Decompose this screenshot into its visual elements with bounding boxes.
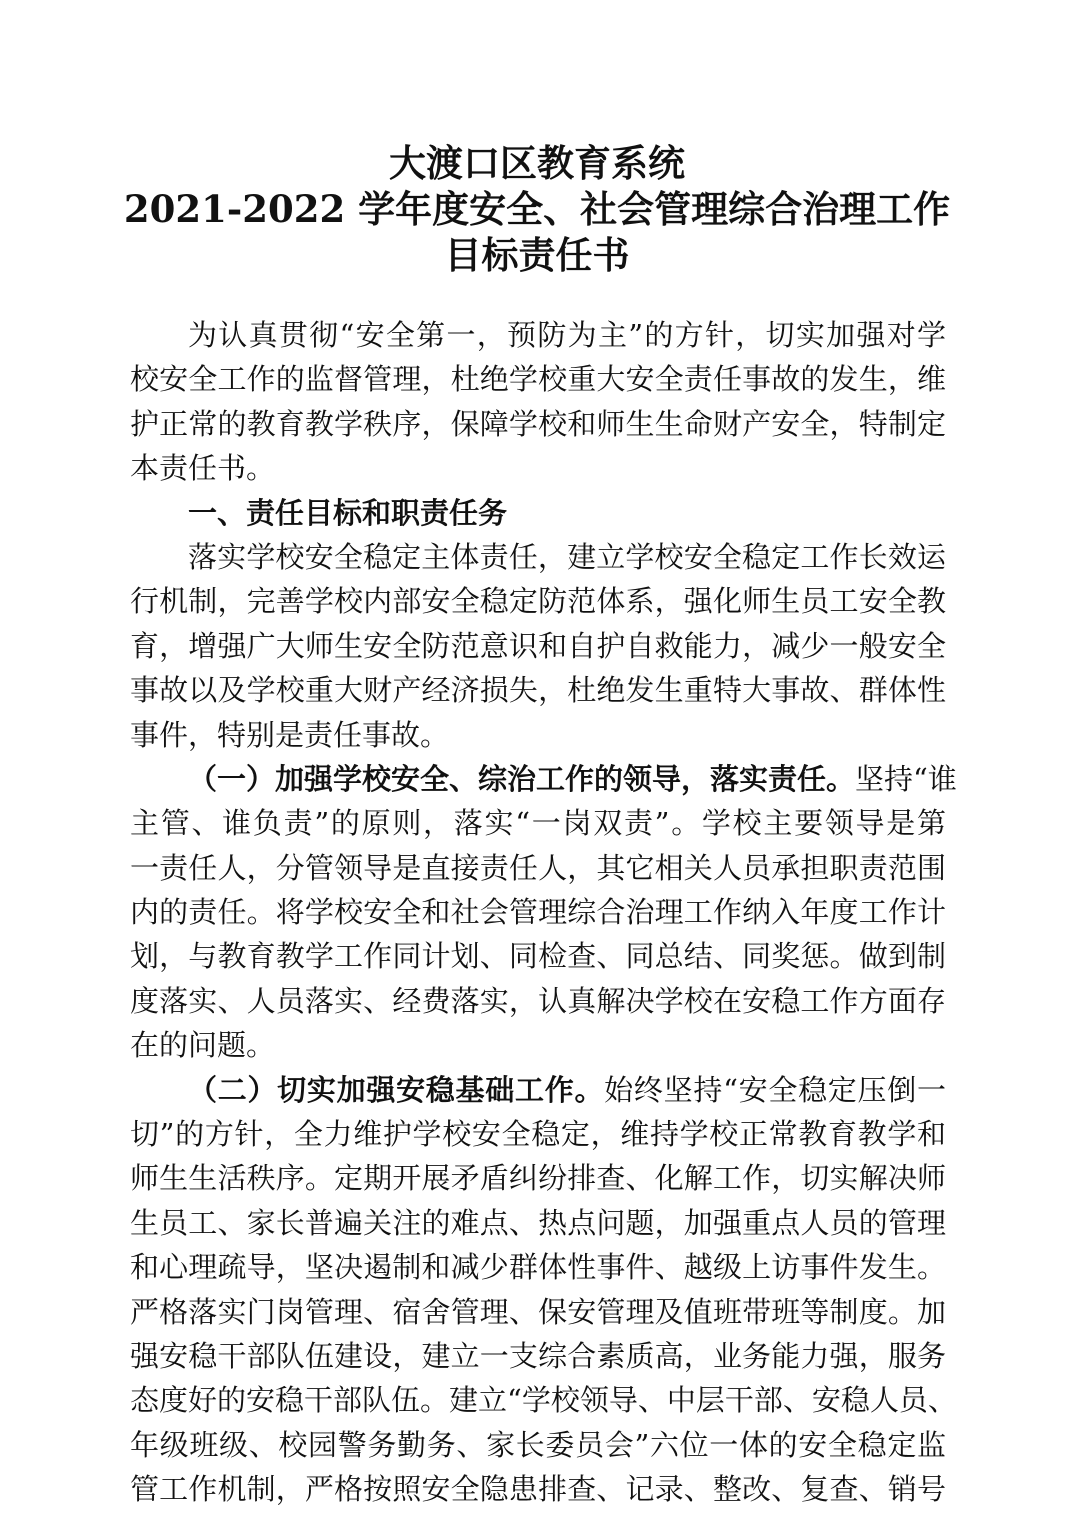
text-line [130, 1467, 946, 1511]
text-line [130, 535, 946, 579]
section-heading [130, 491, 946, 535]
document-body [130, 313, 957, 1512]
text-line [130, 491, 946, 535]
text-segment: 划，与教育教学工作同计划、同检查、同总结、同奖惩。做到制 [130, 939, 946, 974]
paragraph [130, 535, 946, 757]
text-segment: 事件，特别是责任事故。 [130, 717, 450, 752]
text-line [130, 1112, 946, 1156]
text-segment: 坚持“谁 [855, 761, 957, 796]
text-segment: 护正常的教育教学秩序，保障学校和师生生命财产安全，特制定 [130, 406, 946, 441]
text-segment: 内的责任。将学校安全和社会管理综合治理工作纳入年度工作计 [130, 895, 946, 930]
text-line [130, 1156, 946, 1200]
text-segment: 落实学校安全稳定主体责任，建立学校安全稳定工作长效运 [188, 539, 946, 574]
text-segment: 校安全工作的监督管理，杜绝学校重大安全责任事故的发生，维 [130, 362, 946, 397]
title-line-1: 大渡口区教育系统 [389, 141, 685, 185]
text-line [130, 624, 946, 668]
text-line [130, 713, 946, 757]
paragraph [130, 1068, 957, 1512]
text-segment: 事故以及学校重大财产经济损失，杜绝发生重特大事故、群体性 [130, 673, 946, 708]
text-segment: 管工作机制，严格按照安全隐患排查、记录、整改、复查、销号 [130, 1472, 946, 1507]
text-segment: 主管、谁负责”的原则，落实“一岗双责”。学校主要领导是第 [130, 806, 946, 841]
text-segment: 生员工、家长普遍关注的难点、热点问题，加强重点人员的管理 [130, 1205, 946, 1240]
text-line [130, 757, 957, 801]
text-segment: 态度好的安稳干部队伍。建立“学校领导、中层干部、安稳人员、 [130, 1383, 957, 1418]
text-segment: 始终坚持“安全稳定压倒一 [604, 1072, 946, 1107]
text-line [130, 357, 946, 401]
text-segment: 一、责任目标和职责任务 [188, 495, 508, 530]
text-segment: 育，增强广大师生安全防范意识和自护自救能力，减少一般安全 [130, 628, 946, 663]
text-segment: 强安稳干部队伍建设，建立一支综合素质高，业务能力强，服务 [130, 1338, 946, 1373]
text-line [130, 446, 946, 490]
title-line-2: 2021-2022 学年度安全、社会管理综合治理工作 [123, 187, 951, 231]
paragraph [130, 313, 946, 491]
text-segment: 在的问题。 [130, 1028, 276, 1063]
text-segment: 一责任人，分管领导是直接责任人，其它相关人员承担职责范围 [130, 850, 946, 885]
text-line [130, 1423, 946, 1467]
paragraph [130, 757, 957, 1068]
bold-lead-text: （二）切实加强安稳基础工作。 [188, 1072, 605, 1107]
text-line [130, 1245, 946, 1289]
title-line-3: 目标责任书 [444, 233, 630, 277]
text-line [130, 579, 946, 623]
text-segment: 为认真贯彻“安全第一，预防为主”的方针，切实加强对学 [188, 318, 946, 352]
text-segment: 行机制，完善学校内部安全稳定防范体系，强化师生员工安全教 [130, 584, 946, 619]
text-line [130, 1378, 957, 1422]
text-line [130, 313, 946, 357]
text-segment: 严格落实门岗管理、宿舍管理、保安管理及值班带班等制度。加 [130, 1294, 946, 1329]
text-line [130, 979, 946, 1023]
text-line [130, 934, 946, 978]
text-line [130, 1201, 946, 1245]
text-segment: 和心理疏导，坚决遏制和减少群体性事件、越级上访事件发生。 [130, 1250, 946, 1285]
text-segment: 师生生活秩序。定期开展矛盾纠纷排查、化解工作，切实解决师 [130, 1161, 946, 1196]
document-title [0, 140, 1074, 278]
text-line [130, 1068, 946, 1112]
text-line [130, 1334, 946, 1378]
text-line [130, 1023, 946, 1067]
text-segment: 本责任书。 [130, 451, 276, 486]
text-line [130, 1290, 946, 1334]
text-line [130, 402, 946, 446]
text-line [130, 890, 946, 934]
text-segment: 度落实、人员落实、经费落实，认真解决学校在安稳工作方面存 [130, 983, 946, 1018]
text-segment: 切”的方针，全力维护学校安全稳定，维持学校正常教育教学和 [130, 1117, 946, 1152]
text-line [130, 668, 946, 712]
text-segment: 年级班级、校园警务勤务、家长委员会”六位一体的安全稳定监 [130, 1427, 946, 1462]
text-line [130, 801, 946, 845]
text-line [130, 846, 946, 890]
bold-lead-text: （一）加强学校安全、综治工作的领导，落实责任。 [188, 761, 856, 796]
